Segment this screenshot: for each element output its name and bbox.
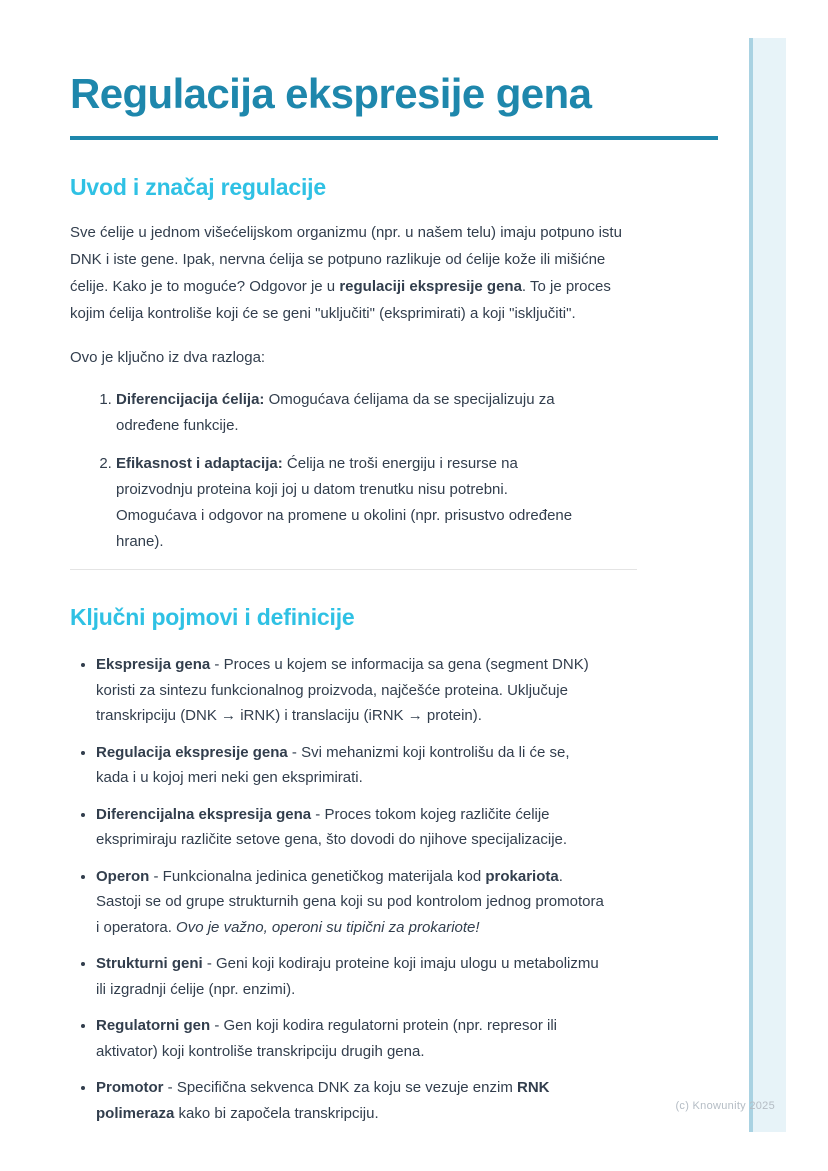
reasons-list [70,387,584,555]
list-item: • Operon - Funkcionalna jedinica genetičkog materijala kod prokariota. Sastoji se od grupe strukturnih gena koji su pod kontrolom jednog promotora i operatora. Ovo je važno, operoni su tipični za prokariote! [96,864,604,941]
title-underline-rule [70,136,718,140]
reasons-intro-paragraph: Ovo je ključno iz dva razloga: [70,349,266,366]
right-accent-bar [749,38,786,1132]
section-terms [70,602,718,1126]
intro-paragraph: Sve ćelije u jednom višećelijskom organizmu (npr. u našem telu) imaju potpuno istu DNK i iste gene. Ipak, nervna ćelija se potpuno razlikuje od ćelije kože ili mišićne ćelije. Kako je to moguće? Odgovor je u regulaciji ekspresije gena. To je proces kojim ćelija kontroliše koji će se geni "uključiti" (eksprimirati) a koji "isključiti". [70,224,622,322]
copyright-notice: (c) Knowunity 2025 [675,1100,775,1112]
section-divider [70,569,637,570]
list-item: • Regulatorni gen - Gen koji kodira regulatorni protein (npr. represor ili aktivator) koji kontroliše transkripciju drugih gena. [96,1013,604,1064]
list-item: • Strukturni geni - Geni koji kodiraju proteine koji imaju ulogu u metabolizmu ili izgradnji ćelije (npr. enzimi). [96,951,604,1002]
list-item: 2. Efikasnost i adaptacija: Ćelija ne troši energiju i resurse na proizvodnju proteina koji joj u datom trenutku nisu potrebni. Omogućava i odgovor na promene u okolini (npr. prisustvo određene hrane). [116,451,584,555]
list-item: • Regulacija ekspresije gena - Svi mehanizmi koji kontrolišu da li će se, kada i u kojoj meri neki gen eksprimirati. [96,740,604,791]
page-title: Regulacija ekspresije gena [70,70,592,117]
section-heading-terms: Ključni pojmovi i definicije [70,604,355,630]
list-item: 1. Diferencijacija ćelija: Omogućava ćelijama da se specijalizuju za određene funkcije. [116,387,584,439]
page-content [70,0,718,1137]
section-intro [70,172,718,555]
section-heading-intro: Uvod i značaj regulacije [70,174,326,200]
list-item: • Promotor - Specifična sekvenca DNK za koju se vezuje enzim RNK polimeraza kako bi započela transkripciju. [96,1075,604,1126]
terms-list [70,652,604,1126]
list-item: • Ekspresija gena - Proces u kojem se informacija sa gena (segment DNK) koristi za sintezu funkcionalnog proizvoda, najčešće proteina. Uključuje transkripciju (DNK → iRNK) i translaciju (iRNK → protein). [96,652,604,729]
list-item: • Diferencijalna ekspresija gena - Proces tokom kojeg različite ćelije eksprimiraju različite setove gena, što dovodi do njihove specijalizacije. [96,802,604,853]
